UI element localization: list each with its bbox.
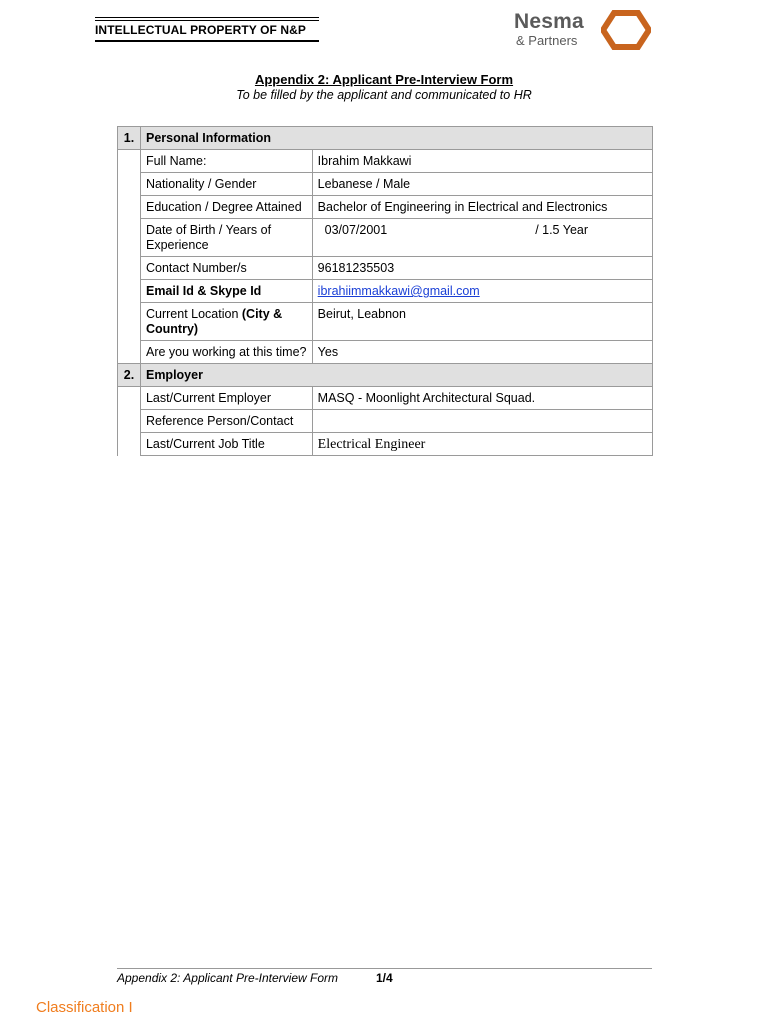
field-label: Education / Degree Attained [140,196,312,219]
field-label: Email Id & Skype Id [140,280,312,303]
form-row-full-name [118,150,653,173]
employer-field[interactable]: MASQ - Moonlight Architectural Squad. [312,387,652,410]
reference-field[interactable] [312,410,652,433]
section-title: Personal Information [140,127,652,150]
section-number: 2. [118,364,141,387]
field-label: Date of Birth / Years of Experience [140,219,312,257]
company-logo [512,10,652,52]
section-title: Employer [140,364,652,387]
job-title-field[interactable]: Electrical Engineer [312,433,652,456]
applicant-form-table [117,126,653,456]
ip-notice-box [95,17,319,42]
form-row-dob [118,219,653,257]
full-name-field[interactable]: Ibrahim Makkawi [312,150,652,173]
logo-name: Nesma [514,10,584,33]
footer-doc-name: Appendix 2: Applicant Pre-Interview Form [117,971,338,985]
field-label: Nationality / Gender [140,173,312,196]
nationality-gender-field[interactable]: Lebanese / Male [312,173,652,196]
field-label: Last/Current Employer [140,387,312,410]
section-number: 1. [118,127,141,150]
classification-label: Classification I [36,999,133,1016]
section-header-personal [118,127,653,150]
location-field[interactable]: Beirut, Leabnon [312,303,652,341]
form-row-nationality [118,173,653,196]
form-row-reference [118,410,653,433]
experience-value: / 1.5 Year [535,223,589,237]
form-row-location [118,303,653,341]
field-label: Contact Number/s [140,257,312,280]
form-row-contact [118,257,653,280]
contact-number-field[interactable]: 96181235503 [312,257,652,280]
form-subtitle: To be filled by the applicant and communicated to HR [236,88,532,102]
form-row-employer [118,387,653,410]
field-label: Full Name: [140,150,312,173]
field-label: Last/Current Job Title [140,433,312,456]
form-row-email [118,280,653,303]
footer-divider [117,968,652,969]
field-label: Are you working at this time? [140,341,312,364]
email-link[interactable]: ibrahiimmakkawi@gmail.com [317,284,480,298]
form-title: Appendix 2: Applicant Pre-Interview Form [254,72,514,87]
education-field[interactable]: Bachelor of Engineering in Electrical and Electronics [312,196,652,219]
email-field [312,280,652,303]
form-row-education [118,196,653,219]
logo-subtitle: & Partners [516,33,578,48]
field-label: Reference Person/Contact [140,410,312,433]
section-header-employer [118,364,653,387]
field-label: Current Location (City & Country) [140,303,312,341]
dob-experience-field[interactable] [312,219,652,257]
page-number: 1/4 [376,971,393,985]
hexagon-logo-icon [601,10,651,50]
ip-notice: INTELLECTUAL PROPERTY OF N&P [95,20,319,41]
dob-value: 03/07/2001 [324,223,388,237]
working-now-field[interactable]: Yes [312,341,652,364]
form-row-job-title [118,433,653,456]
form-row-working [118,341,653,364]
